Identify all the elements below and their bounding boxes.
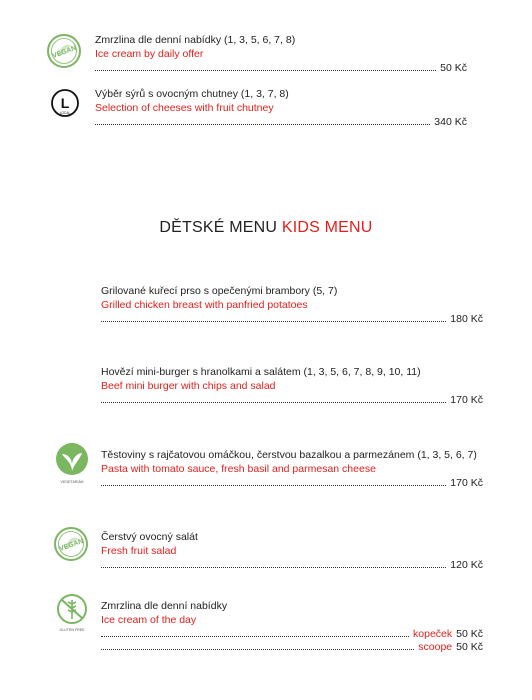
dot-leader [101, 567, 446, 568]
dot-leader [95, 70, 436, 71]
option-label: scoope [418, 641, 453, 653]
dot-leader [101, 485, 446, 486]
item-czech-name: Těstoviny s rajčatovou omáčkou, čerstvou bazalkou a parmezánem (1, 3, 5, 6, 7) [101, 449, 477, 461]
price-line [101, 313, 483, 325]
item-price: 50 Kč [456, 628, 483, 640]
item-price: 170 Kč [450, 394, 483, 406]
vegan-icon [46, 33, 82, 69]
price-line [95, 62, 467, 74]
option-label: kopeček [413, 628, 453, 640]
local-icon-letter: L [60, 95, 70, 111]
vegetarian-icon-label: VEGETARIÁN [60, 480, 84, 484]
section-title-english: KIDS MENU [281, 219, 373, 236]
vegan-icon-label: VEGAN [51, 44, 78, 60]
section-title-czech: DĚTSKÉ MENU [159, 219, 278, 236]
price-line-option [101, 628, 483, 640]
section-title [0, 219, 532, 237]
item-english-name: Beef mini burger with chips and salad [101, 380, 276, 392]
dot-leader [101, 402, 446, 403]
item-english-name: Pasta with tomato sauce, fresh basil and parmesan cheese [101, 463, 376, 475]
item-price: 340 Kč [434, 116, 467, 128]
item-price: 170 Kč [450, 477, 483, 489]
vegan-icon [53, 526, 89, 562]
price-line [101, 559, 483, 571]
price-line [101, 477, 483, 489]
item-price: 50 Kč [456, 641, 483, 653]
item-english-name: Ice cream of the day [101, 614, 197, 626]
vegetarian-icon [53, 441, 91, 485]
dot-leader [101, 321, 446, 322]
item-czech-name: Grilované kuřecí prso s opečenými brambory (5, 7) [101, 285, 338, 297]
item-english-name: Grilled chicken breast with panfried potatoes [101, 299, 308, 311]
vegan-icon-label: VEGAN [58, 537, 85, 553]
item-english-name: Selection of cheeses with fruit chutney [95, 102, 274, 114]
dot-leader [101, 649, 414, 650]
dot-leader [101, 636, 409, 637]
item-czech-name: Hovězí mini-burger s hranolkami a salátem (1, 3, 5, 6, 7, 8, 9, 10, 11) [101, 366, 421, 378]
item-czech-name: Čerstvý ovocný salát [101, 531, 198, 543]
item-english-name: Fresh fruit salad [101, 545, 177, 557]
price-line [101, 394, 483, 406]
price-line-option [101, 641, 483, 653]
local-icon [51, 89, 79, 119]
item-price: 50 Kč [440, 62, 467, 74]
item-czech-name: Zmrzlina dle denní nabídky (1, 3, 5, 6, 7, 8) [95, 34, 296, 46]
item-price: 180 Kč [450, 313, 483, 325]
dot-leader [95, 124, 430, 125]
item-price: 120 Kč [450, 559, 483, 571]
item-czech-name: Zmrzlina dle denní nabídky [101, 600, 228, 612]
price-line [95, 116, 467, 128]
local-icon-label: LOCAL [59, 111, 71, 115]
item-czech-name: Výběr sýrů s ovocným chutney (1, 3, 7, 8) [95, 88, 289, 100]
item-english-name: Ice cream by daily offer [95, 48, 204, 60]
gluten-free-icon [53, 592, 91, 634]
gluten-free-icon-label: GLUTEN FREE [59, 628, 85, 632]
